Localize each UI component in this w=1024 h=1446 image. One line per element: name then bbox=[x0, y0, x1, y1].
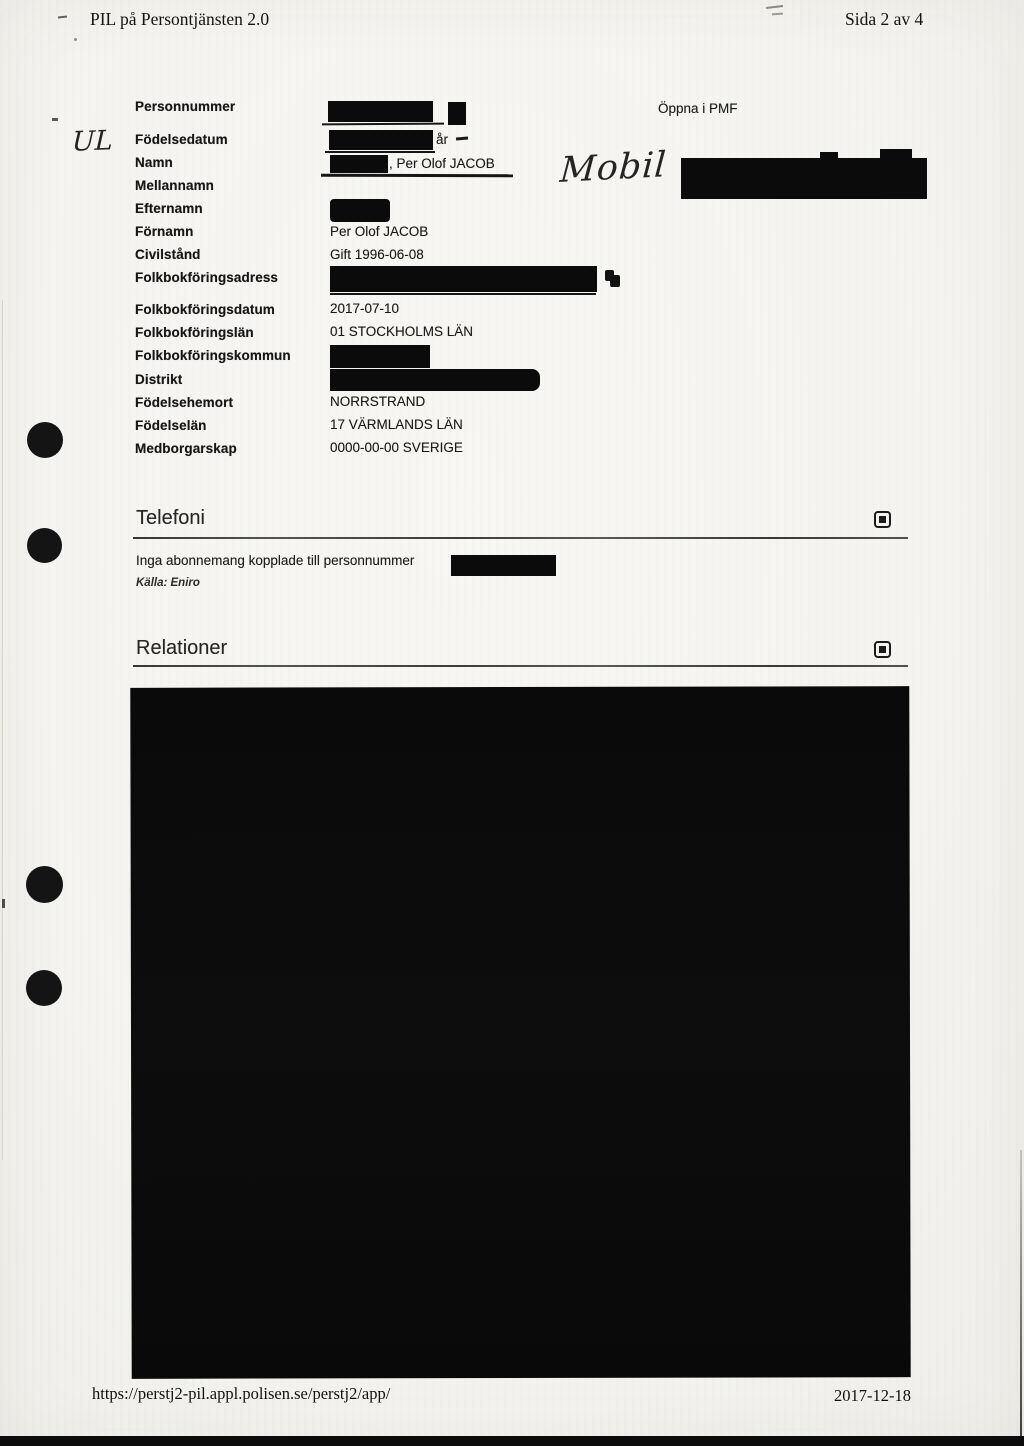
collapse-icon[interactable] bbox=[874, 641, 891, 658]
field-label: Personnummer bbox=[135, 99, 236, 114]
scan-artifact bbox=[74, 38, 77, 41]
hole-punch bbox=[26, 866, 63, 903]
redacted-phone-number bbox=[820, 152, 838, 160]
section-divider bbox=[133, 665, 908, 667]
scan-artifact bbox=[772, 13, 783, 16]
field-label: Folkbokföringsdatum bbox=[135, 302, 275, 317]
underline bbox=[321, 174, 513, 178]
field-value: år bbox=[436, 132, 449, 147]
field-label: Efternamn bbox=[135, 201, 203, 216]
redacted-phone-number bbox=[880, 149, 912, 160]
field-value: Gift 1996-06-08 bbox=[330, 247, 424, 262]
collapse-icon[interactable] bbox=[874, 511, 891, 528]
field-label: Förnamn bbox=[135, 224, 194, 239]
scan-artifact bbox=[766, 5, 783, 9]
underline bbox=[330, 293, 596, 295]
field-label: Folkbokföringsadress bbox=[135, 270, 279, 285]
section-title-telefoni: Telefoni bbox=[136, 507, 205, 529]
scan-artifact bbox=[1020, 1150, 1022, 1446]
redacted-value bbox=[329, 130, 433, 150]
field-value: 01 STOCKHOLMS LÄN bbox=[330, 324, 474, 339]
app-title: PIL på Persontjänsten 2.0 bbox=[90, 9, 270, 29]
redacted-value bbox=[330, 345, 430, 368]
redacted-value bbox=[451, 555, 556, 576]
copy-icon-front bbox=[610, 275, 620, 287]
field-value: , Per Olof JACOB bbox=[389, 156, 495, 171]
scan-artifact bbox=[58, 16, 67, 19]
field-label: Födelsehemort bbox=[135, 395, 234, 410]
hole-punch bbox=[26, 970, 62, 1006]
scan-artifact bbox=[2, 899, 5, 908]
redacted-relations-block bbox=[130, 686, 910, 1379]
underline bbox=[322, 123, 444, 126]
open-in-pmf-link[interactable]: Öppna i PMF bbox=[658, 101, 738, 116]
redacted-value bbox=[330, 155, 388, 173]
redacted-value bbox=[328, 101, 433, 122]
section-title-relationer: Relationer bbox=[136, 637, 228, 659]
handwritten-dash bbox=[456, 136, 468, 140]
field-label: Födelsedatum bbox=[135, 132, 228, 147]
field-value: 0000-00-00 SVERIGE bbox=[330, 440, 463, 455]
copy-icon[interactable] bbox=[604, 270, 622, 290]
handwritten-mobile-note: Mobil bbox=[558, 145, 669, 191]
scan-artifact bbox=[2, 300, 3, 1160]
handwritten-initials-note: UL bbox=[71, 125, 114, 158]
hole-punch bbox=[27, 422, 63, 458]
scan-edge-band bbox=[0, 1436, 1024, 1446]
telefoni-message: Inga abonnemang kopplade till personnummer bbox=[136, 553, 415, 568]
field-value: Per Olof JACOB bbox=[330, 224, 429, 239]
page-indicator: Sida 2 av 4 bbox=[845, 9, 924, 29]
field-label: Födelselän bbox=[135, 418, 207, 433]
field-label: Mellannamn bbox=[135, 178, 215, 193]
field-label: Medborgarskap bbox=[135, 441, 237, 456]
telefoni-source: Källa: Eniro bbox=[136, 577, 200, 589]
field-value: 17 VÄRMLANDS LÄN bbox=[330, 417, 463, 432]
redacted-value bbox=[330, 199, 390, 222]
redacted-phone-number bbox=[681, 158, 927, 199]
field-value: 2017-07-10 bbox=[330, 301, 400, 316]
section-divider bbox=[133, 537, 908, 539]
field-label: Namn bbox=[135, 155, 173, 170]
footer-date: 2017-12-18 bbox=[834, 1386, 911, 1405]
redacted-value bbox=[330, 369, 540, 391]
redacted-value bbox=[330, 266, 597, 292]
underline bbox=[325, 151, 435, 153]
field-label: Distrikt bbox=[135, 372, 183, 387]
scan-artifact bbox=[52, 118, 58, 121]
hole-punch bbox=[27, 528, 62, 563]
field-label: Folkbokföringskommun bbox=[135, 348, 291, 363]
field-value: NORRSTRAND bbox=[330, 394, 426, 409]
field-label: Civilstånd bbox=[135, 247, 201, 262]
field-label: Folkbokföringslän bbox=[135, 325, 254, 340]
redacted-value bbox=[448, 102, 466, 125]
footer-url: https://perstj2-pil.appl.polisen.se/perstj2/app/ bbox=[92, 1384, 391, 1403]
